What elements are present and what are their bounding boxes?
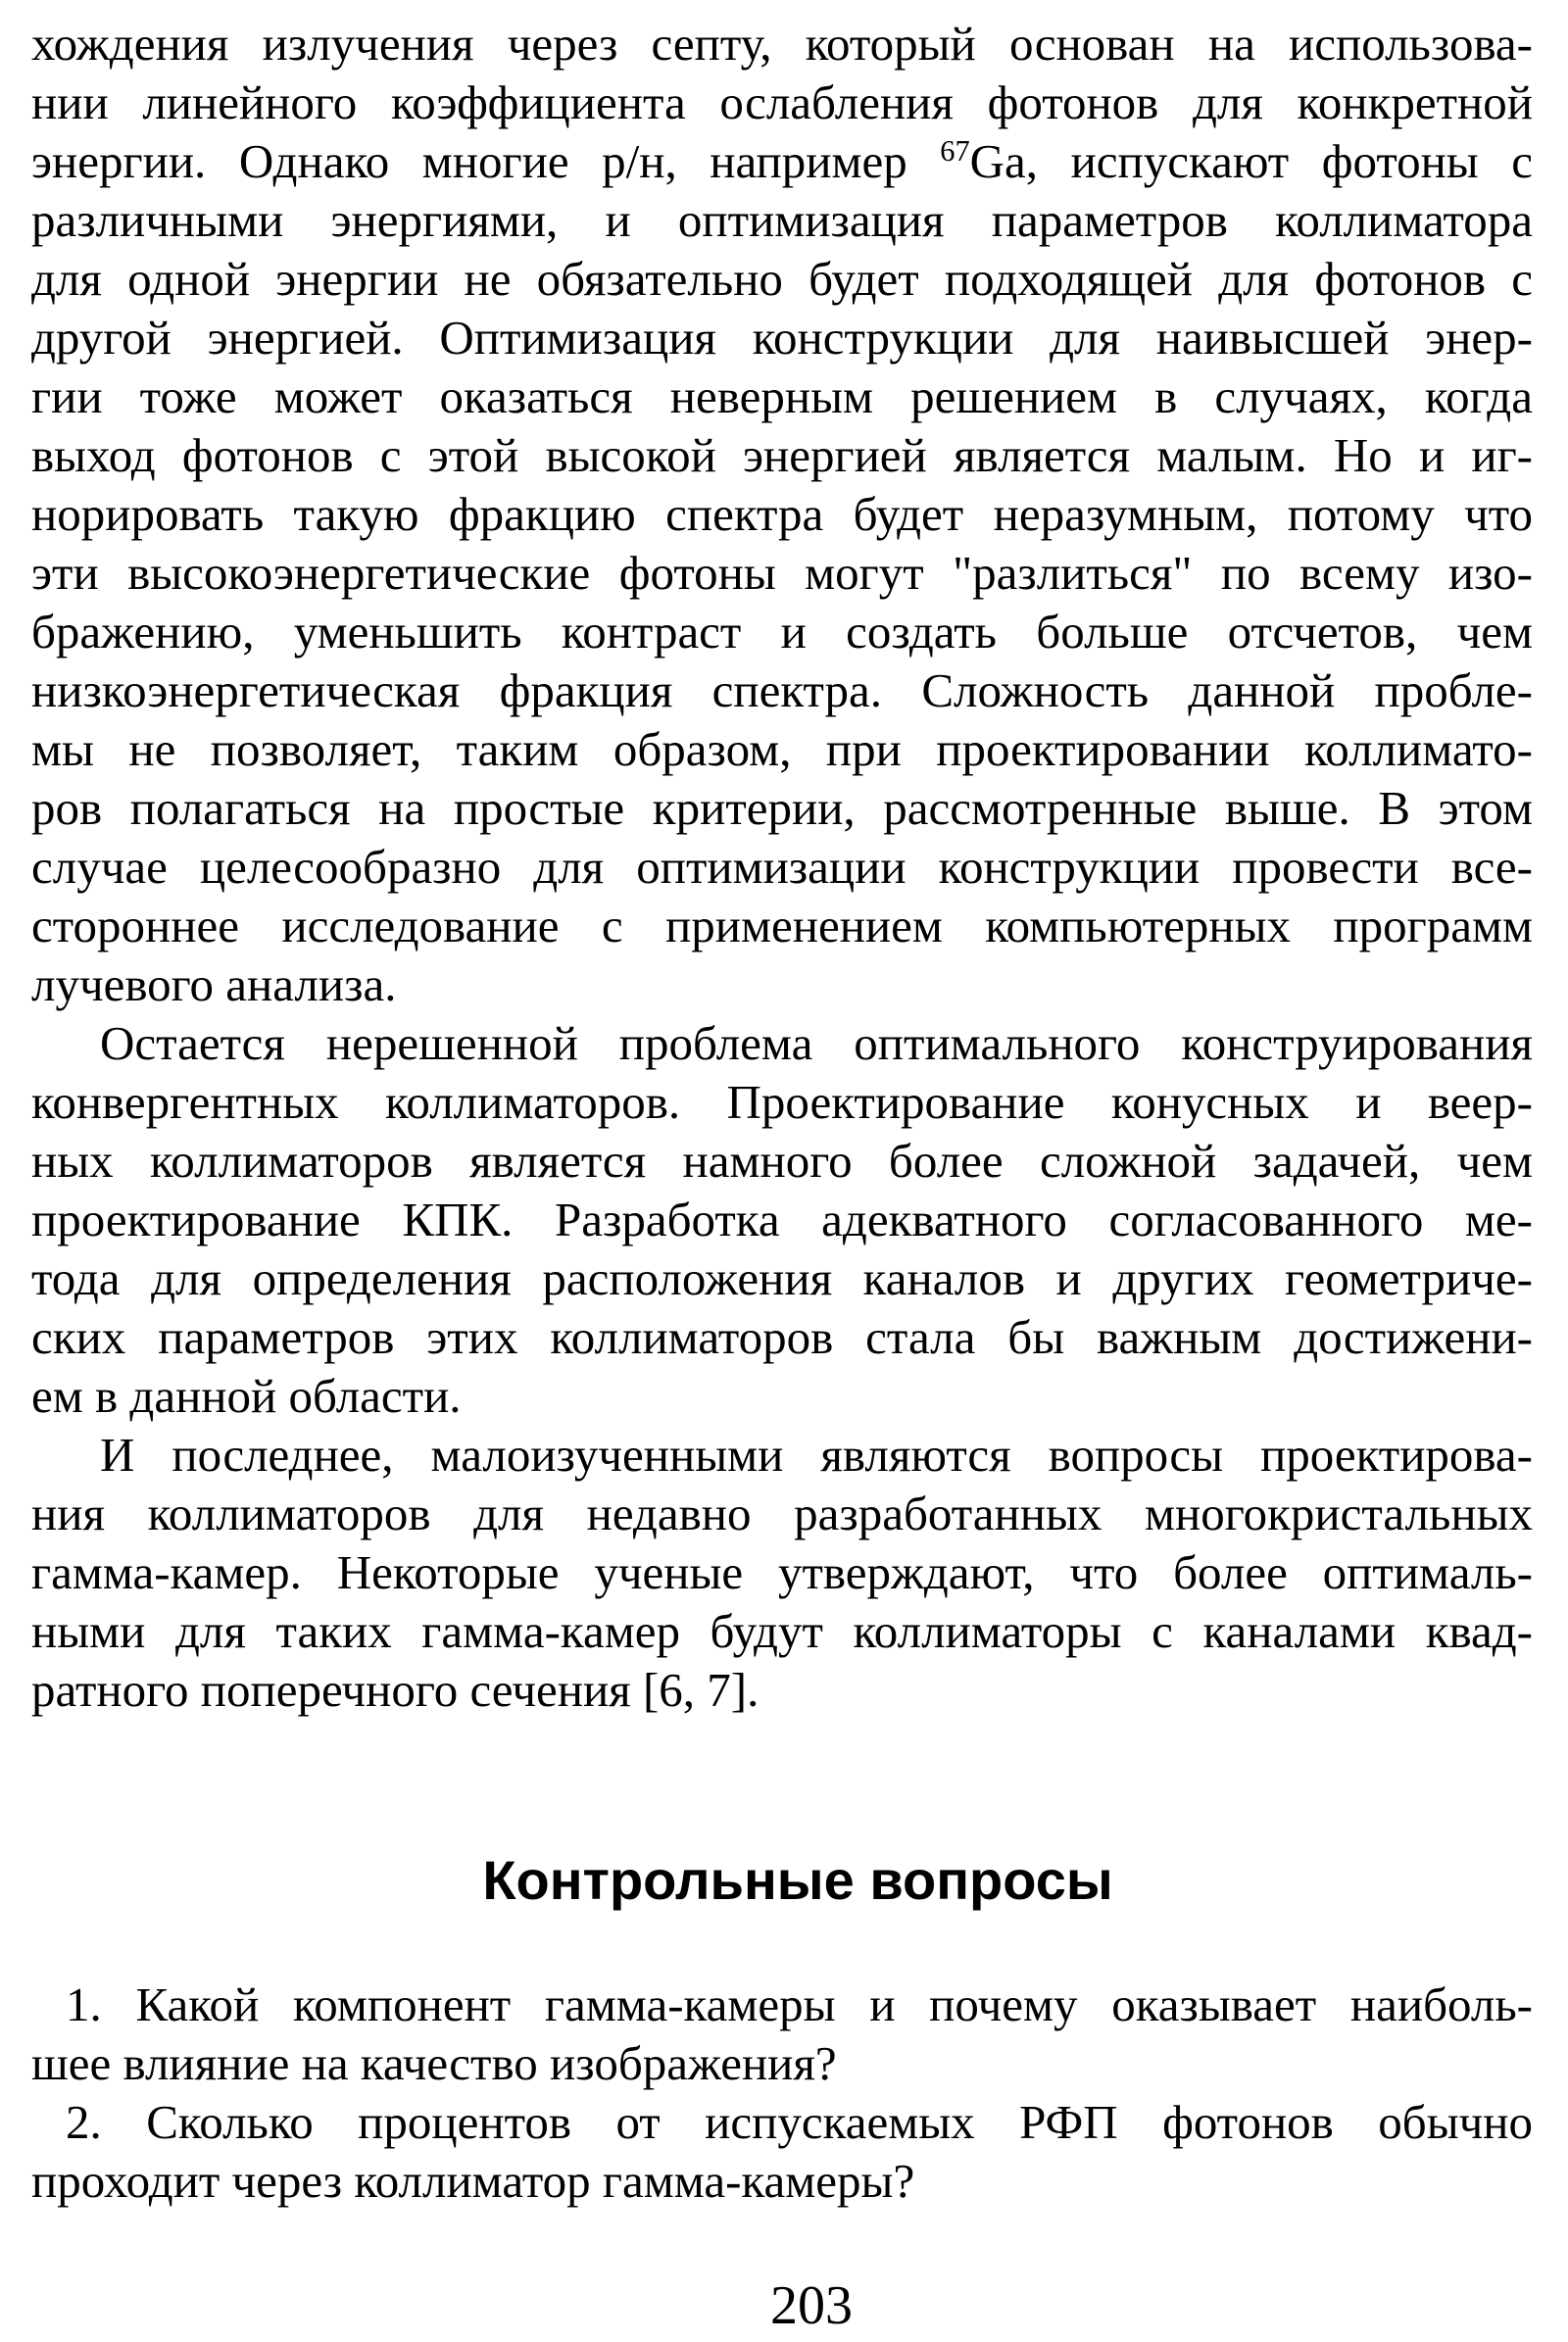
paragraph [31, 1426, 1533, 1720]
text-line: бражению, уменьшить контраст и создать больше отсчетов, чем [31, 605, 1533, 659]
paragraph [31, 1976, 1533, 2093]
text-line: для одной энергии не обязательно будет подходящей для фотонов с [31, 252, 1533, 306]
text-line: шее влияние на качество изображения? [31, 2036, 837, 2090]
text-line: 2. Сколько процентов от испускаемых РФП фотонов обычно [66, 2095, 1533, 2149]
text-line: И последнее, малоизученными являются вопросы проектирова- [100, 1428, 1533, 1482]
text-line: ных коллиматоров является намного более сложной задачей, чем [31, 1134, 1533, 1188]
text-line: ратного поперечного сечения [6, 7]. [31, 1663, 760, 1717]
text-line: ными для таких гамма-камер будут коллиматоры с каналами квад- [31, 1604, 1533, 1658]
superscript: 67 [940, 134, 970, 169]
text-line: нии линейного коэффициента ослабления фотонов для конкретной [31, 75, 1533, 129]
text-line: другой энергией. Оптимизация конструкции для наивысшей энер- [31, 311, 1533, 365]
text-line: низкоэнергетическая фракция спектра. Сложность данной пробле- [31, 663, 1533, 717]
text-line: выход фотонов с этой высокой энергией является малым. Но и иг- [31, 428, 1533, 482]
text-line: лучевого анализа. [31, 957, 397, 1011]
paragraph [31, 1014, 1533, 1426]
section-heading: Контрольные вопросы [482, 1849, 1113, 1911]
text-line: гии тоже может оказаться неверным решением в случаях, когда [31, 369, 1533, 423]
text-line: конвергентных коллиматоров. Проектирование конусных и веер- [31, 1075, 1533, 1129]
text-line: ских параметров этих коллиматоров стала бы важным достижени- [31, 1310, 1533, 1364]
text-line: эти высокоэнергетические фотоны могут "разлиться" по всему изо- [31, 546, 1533, 600]
paragraph [31, 15, 1533, 1014]
text-line: ров полагаться на простые критерии, рассмотренные выше. В этом [31, 781, 1533, 835]
questions-list [31, 1976, 1533, 2211]
text-line: Остается нерешенной проблема оптимального конструирования [100, 1016, 1533, 1070]
text-line: энергии. Однако многие р/н, например $^{67}$Ga, испускают фотоны с [31, 134, 1533, 188]
text-line: случае целесообразно для оптимизации конструкции провести все- [31, 840, 1533, 894]
page-number: 203 [770, 2275, 853, 2336]
text-line: тода для определения расположения каналов и других геометриче- [31, 1251, 1533, 1305]
text-line: хождения излучения через септу, который основан на использова- [31, 17, 1533, 71]
text-line: стороннее исследование с применением компьютерных программ [31, 899, 1533, 952]
body-text [31, 15, 1533, 1720]
paragraph [31, 2093, 1533, 2211]
text-line: проектирование КПК. Разработка адекватного согласованного ме- [31, 1193, 1533, 1246]
text-line: ем в данной области. [31, 1369, 462, 1423]
text-line: проходит через коллиматор гамма-камеры? [31, 2154, 915, 2208]
text-line: ния коллиматоров для недавно разработанных многокристальных [31, 1487, 1533, 1540]
text-line: норировать такую фракцию спектра будет неразумным, потому что [31, 487, 1533, 541]
text-line: 1. Какой компонент гамма-камеры и почему оказывает наиболь- [66, 1977, 1533, 2031]
text-line: различными энергиями, и оптимизация параметров коллиматора [31, 193, 1533, 247]
text-line: гамма-камер. Некоторые ученые утверждают, что более оптималь- [31, 1545, 1533, 1599]
text-line: мы не позволяет, таким образом, при проектировании коллимато- [31, 722, 1533, 776]
